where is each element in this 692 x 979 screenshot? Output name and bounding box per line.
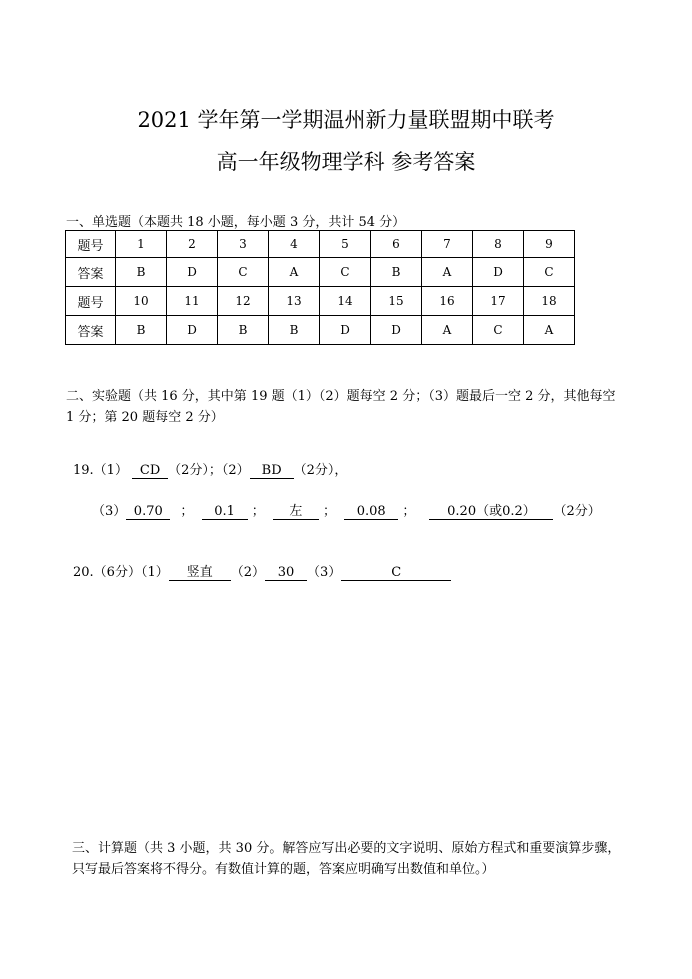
table-cell-answer: D [473,258,524,287]
table-cell-answer: A [269,258,320,287]
q19-prefix: 19.（1） [73,463,128,478]
table-cell-answer: D [167,258,218,287]
table-cell-number: 1 [116,231,167,258]
question-19-part-3 [92,500,601,520]
q19-blank-4: 0.08 [344,505,398,520]
table-cell-answer: D [320,316,371,345]
table-row-answers-1 [66,258,575,287]
table-row-numbers-2 [66,287,575,316]
q19-blank-5: 0.20（或0.2） [429,505,553,520]
document-subtitle: 高一年级物理学科 参考答案 [216,150,476,174]
q19-part3-prefix: （3） [92,504,127,519]
table-cell-number: 9 [524,231,575,258]
q19-sep-3: ； [323,504,337,519]
table-cell-answer: B [269,316,320,345]
table-cell-number: 3 [218,231,269,258]
table-cell-number: 15 [371,287,422,316]
section2-heading: 二、实验题（共 16 分，其中第 19 题（1）（2）题每空 2 分；（3）题最后一空 2 分，其他每空 1 分；第 20 题每空 2 分） [66,389,616,425]
table-cell-answer: B [371,258,422,287]
table-cell-answer: B [116,316,167,345]
table-cell-number: 13 [269,287,320,316]
table-cell-number: 2 [167,231,218,258]
q19-blank-3: 左 [273,505,319,520]
row-label-answer: 答案 [66,258,116,287]
q20-prefix: 20.（6分）（1） [73,565,169,580]
q20-answer-2: 30 [265,566,307,581]
table-cell-number: 7 [422,231,473,258]
row-label-number: 题号 [66,231,116,258]
q19-answer-1: CD [132,464,168,479]
question-20 [73,561,451,581]
q19-answer-2: BD [250,464,294,479]
section1-heading: 一、单选题（本题共 18 小题，每小题 3 分，共计 54 分） [66,215,406,230]
table-cell-answer: C [473,316,524,345]
q20-answer-1: 竖直 [169,566,231,581]
q19-sep-1: ； [180,504,194,519]
table-cell-answer: A [422,316,473,345]
row-label-number: 题号 [66,287,116,316]
document-title: 2021 学年第一学期温州新力量联盟期中联考 [137,108,555,132]
table-cell-number: 18 [524,287,575,316]
table-cell-answer: C [524,258,575,287]
section3-heading: 三、计算题（共 3 小题，共 30 分。解答应写出必要的文字说明、原始方程式和重要演算步骤，只写最后答案将不得分。有数值计算的题，答案应明确写出数值和单位。） [72,841,621,877]
row-label-answer: 答案 [66,316,116,345]
q20-answer-3: C [341,566,451,581]
q19-score-3: （2分） [553,504,601,519]
table-cell-answer: A [524,316,575,345]
table-cell-number: 17 [473,287,524,316]
table-cell-number: 4 [269,231,320,258]
table-cell-number: 14 [320,287,371,316]
q19-blank-2: 0.1 [202,505,248,520]
table-cell-number: 11 [167,287,218,316]
table-row-numbers-1 [66,231,575,258]
table-cell-number: 8 [473,231,524,258]
q19-blank-1: 0.70 [126,505,170,520]
table-cell-number: 10 [116,287,167,316]
q19-score-1: （2分）；（2） [168,463,250,478]
table-cell-answer: C [218,258,269,287]
table-cell-answer: D [167,316,218,345]
question-19-part-1-2 [73,459,347,479]
table-cell-answer: D [371,316,422,345]
table-cell-number: 16 [422,287,473,316]
table-cell-number: 5 [320,231,371,258]
q19-sep-2: ； [251,504,265,519]
q20-part2-prefix: （2） [230,565,265,580]
table-cell-number: 6 [371,231,422,258]
q19-score-2: （2分）， [293,463,348,478]
table-cell-number: 12 [218,287,269,316]
q20-part3-prefix: （3） [307,565,342,580]
q19-sep-4: ； [402,504,416,519]
table-row-answers-2 [66,316,575,345]
answer-table [65,230,575,345]
table-cell-answer: B [116,258,167,287]
table-cell-answer: A [422,258,473,287]
table-cell-answer: B [218,316,269,345]
table-cell-answer: C [320,258,371,287]
